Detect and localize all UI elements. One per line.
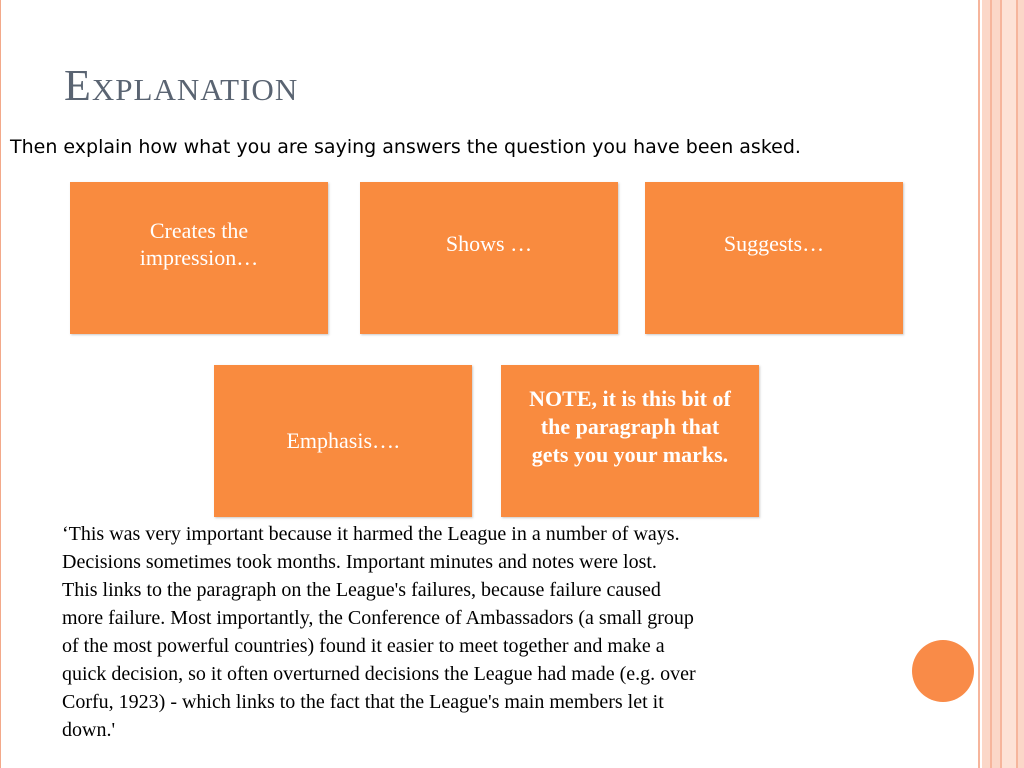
decorative-stripe — [992, 0, 1000, 768]
slide-title: Explanation — [64, 61, 299, 110]
decorative-circle — [912, 640, 974, 702]
box-suggests — [645, 182, 903, 334]
decorative-stripe — [1018, 0, 1024, 768]
box-label: Creates the impression… — [139, 217, 259, 270]
box-label: Emphasis…. — [286, 428, 400, 453]
box-shows — [360, 182, 618, 334]
box-note — [501, 365, 759, 517]
box-emphasis — [214, 365, 472, 517]
decorative-stripe — [978, 0, 980, 768]
box-label: Suggests… — [723, 231, 825, 256]
decorative-stripe — [1002, 0, 1016, 768]
slide-instruction: Then explain how what you are saying answers the question you have been asked. — [10, 136, 801, 158]
box-label: NOTE, it is this bit of the paragraph that gets you your marks. — [529, 386, 731, 467]
box-label: Shows … — [445, 231, 533, 256]
decorative-stripe — [982, 0, 990, 768]
box-creates-impression — [70, 182, 328, 334]
left-border — [0, 0, 1, 768]
example-paragraph: ‘This was very important because it harmed the League in a number of ways. Decisions sometimes took months. Important minutes and notes were lost. This links to the paragraph on the League's failures, because failure caused more failure. Most importantly, the Conference of Ambassadors (a small group of the most powerful countries) found it easier to meet together and make a quick decision, so it often overturned decisions the League had made (e.g. over Corfu, 1923) - which links to the fact that the League's main members let it down.' — [62, 523, 696, 741]
